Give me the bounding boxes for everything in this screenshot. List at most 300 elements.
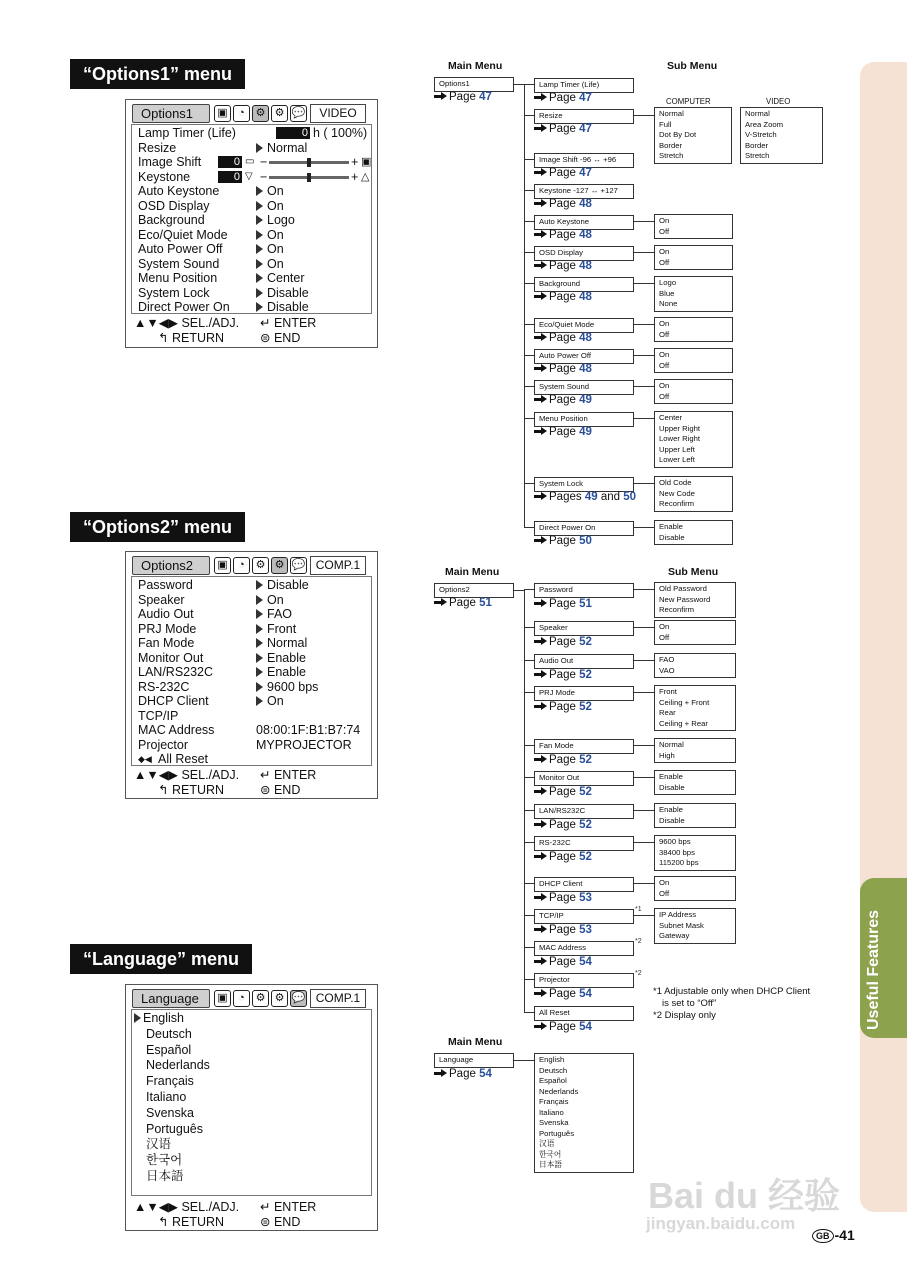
main-menu-box: Language	[434, 1053, 514, 1068]
value-text: 9600 bps	[267, 679, 319, 694]
language-title: “Language” menu	[70, 944, 252, 974]
options1-tab-icon: ⚙	[252, 105, 269, 122]
sub-menu-item: On	[659, 622, 670, 631]
page-num: 54	[579, 988, 592, 1000]
connector-line	[634, 589, 654, 590]
menu-tab-icons	[214, 105, 307, 122]
value-text: Front	[267, 621, 297, 636]
sub-menu-item: Upper Left	[659, 444, 695, 454]
source-box: VIDEO	[310, 104, 366, 123]
arrow-right-icon	[534, 670, 547, 679]
triangle-bullet-icon	[256, 288, 263, 298]
sub-item-page-ref	[534, 701, 592, 713]
sub-menu-item: Rear	[659, 708, 676, 717]
menu-row-value	[256, 622, 296, 637]
source-box: COMP.1	[310, 989, 366, 1008]
sub-item-page-ref	[534, 363, 592, 375]
menu-row-label: MAC Address	[138, 723, 215, 737]
sub-item-box	[534, 153, 634, 168]
page-num: 48	[579, 229, 592, 241]
sub-options-box	[654, 520, 733, 545]
sub-menu-item: Off	[659, 329, 670, 339]
pages-word: Pages	[549, 491, 582, 503]
value-text: Disable	[267, 300, 309, 314]
nav-hint	[134, 767, 239, 782]
sub-item-box: Monitor Out	[534, 771, 634, 786]
menu-row-label: Direct Power On	[138, 300, 230, 314]
adjust-slider	[269, 176, 349, 179]
page-number	[812, 1227, 855, 1243]
value-text: Disable	[267, 285, 309, 300]
sub-menu-item: On	[659, 319, 670, 328]
end-hint	[260, 1214, 300, 1229]
sub-item-box	[534, 246, 634, 261]
range-text: -96 ↔ +96	[580, 155, 617, 164]
sub-item-page-ref	[534, 1021, 592, 1033]
nav-arrows-icon: ▲▼◀▶	[134, 1200, 178, 1214]
page-num: 52	[579, 701, 592, 713]
arrow-right-icon	[534, 925, 547, 934]
page-word: Page	[549, 1021, 576, 1033]
arrow-right-icon	[534, 536, 547, 545]
arrow-right-icon	[534, 261, 547, 270]
menu-row	[138, 622, 367, 637]
watermark-logo: Bai du 经验	[648, 1175, 841, 1216]
language-item: Nederlands	[146, 1058, 210, 1073]
connector-line	[634, 915, 654, 916]
menu-row	[138, 199, 367, 214]
enter-hint	[260, 1199, 316, 1214]
picture-tab-icon: ▣	[214, 557, 231, 574]
sub-menu-item: Off	[659, 632, 670, 642]
sub-item-page-ref	[534, 394, 592, 406]
footnote-1-cont: is set to “Off”	[662, 998, 717, 1009]
triangle-bullet-icon	[256, 143, 263, 153]
menu-row-value	[256, 184, 284, 199]
menu-row-label: System Sound	[138, 256, 220, 271]
menu-row-value	[256, 578, 309, 593]
slider-knob	[307, 158, 311, 167]
language-item: 한국어	[146, 1153, 183, 1168]
sub-menu-item: On	[659, 247, 670, 256]
sub-menu-item: Normal	[659, 740, 684, 749]
sub-menu-item: Nederlands	[539, 1086, 579, 1096]
triangle-bullet-icon	[256, 580, 263, 590]
sub-item-page-ref	[534, 786, 592, 798]
page-word: Page	[449, 597, 476, 609]
options2-panel-header	[132, 556, 372, 575]
page-num: 47	[579, 167, 592, 179]
page-word: Page	[549, 892, 576, 904]
enter-label: ENTER	[273, 316, 317, 330]
value-text: On	[267, 256, 284, 271]
menu-row	[138, 752, 367, 767]
sub-menu-item: 115200 bps	[659, 858, 699, 867]
menu-row	[138, 694, 367, 709]
sub-menu-item: 한국어	[539, 1149, 562, 1159]
page-word: Page	[549, 636, 576, 648]
arrow-right-icon	[534, 292, 547, 301]
connector-line	[634, 883, 654, 884]
resize-computer-heading: COMPUTER	[666, 97, 711, 106]
page-word: Page	[549, 754, 576, 766]
menu-row-label: Projector	[138, 737, 189, 752]
sel-adj-label: SEL./ADJ.	[181, 316, 240, 330]
sub-menu-item: Disable	[659, 815, 685, 825]
options2-rows	[131, 576, 372, 766]
sub-item-box: PRJ Mode	[534, 686, 634, 701]
sub-menu-item: Normal	[659, 109, 684, 118]
menu-row-value: MYPROJECTOR	[256, 737, 352, 752]
sub-options-box	[654, 835, 736, 871]
page-word: Page	[549, 851, 576, 863]
menu-row	[138, 242, 367, 257]
connector-line	[634, 386, 654, 387]
connector-line	[524, 692, 534, 693]
main-menu-heading: Main Menu	[448, 60, 503, 72]
language-menu-panel	[125, 984, 378, 1231]
sub-menu-item: On	[659, 878, 670, 887]
return-icon: ↰	[158, 783, 169, 797]
page-num: 54	[579, 1021, 592, 1033]
end-icon: ⊜	[260, 331, 271, 345]
enter-label: ENTER	[273, 768, 317, 782]
range-text: -127 ↔ +127	[573, 186, 618, 195]
sub-item-box	[534, 412, 634, 427]
sub-options-box	[654, 738, 736, 763]
menu-row-label: Resize	[138, 140, 177, 155]
options2-page-ref	[434, 597, 492, 609]
options1-title: “Options1” menu	[70, 59, 245, 89]
page-word: Page	[549, 669, 576, 681]
sub-menu-item: Disable	[659, 782, 685, 792]
value-text: On	[267, 694, 284, 708]
sub-item-page-ref	[534, 229, 592, 241]
arrow-right-icon	[534, 124, 547, 133]
connector-line	[634, 692, 654, 693]
return-label: RETURN	[171, 331, 225, 345]
end-hint	[260, 782, 300, 797]
sub-menu-item: Logo	[659, 278, 677, 287]
language-item: Français	[146, 1074, 194, 1089]
sub-item-label: Resize	[539, 111, 563, 120]
sub-item-box	[534, 349, 634, 364]
sub-menu-item: Reconfirm	[659, 499, 695, 508]
options2-tab-icon: ⚙	[271, 557, 288, 574]
page-num: 49	[584, 491, 598, 503]
page-word: Page	[549, 123, 576, 135]
footnote-mark: *2	[635, 970, 642, 977]
sub-menu-item: 日本語	[539, 1160, 563, 1169]
connector-line	[634, 745, 654, 746]
menu-row	[138, 300, 367, 315]
connector-line	[524, 589, 534, 590]
menu-row-label: Lamp Timer (Life)	[138, 126, 236, 140]
menu-row	[138, 593, 367, 608]
page-word: Page	[449, 1068, 476, 1080]
sub-menu-item: Ceiling + Rear	[659, 718, 708, 728]
triangle-bullet-icon	[256, 215, 263, 225]
connector-line	[634, 221, 654, 222]
language-tab-icon: 💬	[290, 557, 307, 574]
menu-row-value	[256, 271, 305, 286]
language-item: Svenska	[146, 1105, 194, 1120]
page-num: 51	[479, 597, 492, 609]
sub-item-page-ref	[534, 956, 592, 968]
connector-line	[524, 190, 534, 191]
side-tab	[860, 878, 907, 1038]
menu-row-value	[256, 257, 284, 272]
sub-menu-item: Enable	[659, 522, 683, 531]
sub-menu-item: Off	[659, 391, 670, 401]
arrow-right-icon	[534, 93, 547, 102]
arrow-right-icon	[534, 637, 547, 646]
page-word: Page	[549, 167, 576, 179]
sub-options-box	[654, 476, 733, 512]
end-label: END	[273, 783, 301, 797]
nav-arrows-icon: ▲▼◀▶	[134, 316, 178, 330]
menu-row	[138, 141, 367, 156]
value-text: On	[267, 227, 284, 242]
sub-options-box	[654, 876, 736, 901]
connector-line	[524, 842, 534, 843]
sub-item-box	[534, 78, 634, 93]
options2-tab-label: Options2	[132, 556, 210, 575]
menu-row-label: RS-232C	[138, 679, 190, 694]
menu-row	[138, 228, 367, 243]
connector-line	[524, 627, 534, 628]
return-label: RETURN	[171, 783, 225, 797]
menu-row-value	[256, 680, 318, 695]
menu-row-value	[256, 286, 309, 301]
value-text: Center	[267, 271, 305, 285]
connector-line	[524, 810, 534, 811]
sub-item-label: Auto Keystone	[539, 217, 590, 226]
menu-row-label: Background	[138, 213, 205, 227]
language-panel-header	[132, 989, 372, 1008]
sub-menu-item: IP Address	[659, 910, 697, 919]
page-num: 54	[479, 1068, 492, 1080]
sub-menu-item: Dot By Dot	[659, 130, 697, 139]
connector-line	[524, 947, 534, 948]
menu-tab-icons	[214, 990, 307, 1007]
page-word: Page	[549, 819, 576, 831]
connector-line	[524, 386, 534, 387]
end-icon: ⊜	[260, 1215, 271, 1229]
arrow-right-icon	[434, 1069, 447, 1078]
slider-knob	[307, 173, 311, 182]
sub-menu-item: VAO	[659, 665, 675, 675]
menu-row-label: Monitor Out	[138, 650, 204, 665]
sub-item-box: Audio Out	[534, 654, 634, 669]
page-word: Page	[449, 91, 476, 103]
enter-hint	[260, 315, 316, 330]
sub-menu-item: High	[659, 750, 675, 760]
sel-adj-label: SEL./ADJ.	[181, 768, 240, 782]
adjust-value-box: 0	[218, 171, 242, 183]
sub-menu-item: Blue	[659, 288, 675, 298]
connector-line	[524, 159, 534, 160]
connector-line	[634, 115, 654, 116]
connector-line	[524, 915, 534, 916]
menu-row	[138, 184, 367, 199]
menu-row-label: DHCP Client	[138, 694, 209, 708]
page-word: Page	[549, 332, 576, 344]
connector-line	[634, 810, 654, 811]
sub-item-label: Direct Power On	[539, 523, 596, 532]
menu-row-value	[256, 665, 306, 680]
adjust-slider	[269, 161, 349, 164]
arrow-right-icon	[434, 598, 447, 607]
sub-item-box	[534, 277, 634, 292]
nav-arrows-icon: ▲▼◀▶	[134, 768, 178, 782]
page-word: Page	[549, 598, 576, 610]
page-num: 52	[579, 669, 592, 681]
triangle-bullet-icon	[256, 595, 263, 605]
menu-row-label: Image Shift	[138, 155, 202, 169]
sub-menu-item: Border	[659, 140, 683, 150]
sub-item-label: Image Shift	[539, 155, 578, 164]
sub-options-box	[654, 379, 733, 404]
options1-menu-panel	[125, 99, 378, 348]
side-tab-label: Useful Features	[865, 909, 882, 1030]
sub-item-page-ref	[534, 924, 592, 936]
resize-computer-box	[654, 107, 732, 164]
value-text: On	[267, 198, 284, 213]
page-word: Page	[549, 786, 576, 798]
menu-row-label: System Lock	[138, 285, 210, 300]
region-badge: GB	[812, 1229, 834, 1243]
sub-item-box: LAN/RS232C	[534, 804, 634, 819]
options2-tab-icon: ⚙	[271, 105, 288, 122]
sub-menu-item: Enable	[659, 805, 683, 814]
menu-row-value	[256, 636, 307, 651]
watermark-url: jingyan.baidu.com	[646, 1214, 796, 1233]
enter-hint	[260, 767, 316, 782]
triangle-bullet-icon	[256, 682, 263, 692]
page-num: 47	[579, 92, 592, 104]
menu-row	[138, 213, 367, 228]
page-word: Page	[549, 426, 576, 438]
sub-item-page-ref	[534, 123, 592, 135]
resize-video-heading: VIDEO	[766, 97, 791, 106]
sub-options-box	[654, 908, 736, 944]
triangle-bullet-icon	[256, 609, 263, 619]
menu-row	[138, 607, 367, 622]
page-word: Page	[549, 92, 576, 104]
sub-item-label: Lamp Timer (Life)	[539, 80, 600, 89]
sub-options-box	[654, 317, 733, 342]
nav-hint	[134, 315, 239, 330]
sub-item-box: Speaker	[534, 621, 634, 636]
and-word: and	[600, 491, 620, 503]
nav-hint	[134, 1199, 239, 1214]
sub-menu-item: Area Zoom	[745, 119, 784, 129]
arrow-right-icon	[534, 364, 547, 373]
sub-item-label: Auto Power Off	[539, 351, 591, 360]
triangle-bullet-icon	[256, 244, 263, 254]
sub-item-page-ref	[534, 332, 592, 344]
sub-options-box	[654, 582, 736, 618]
arrow-right-icon	[534, 1022, 547, 1031]
sub-menu-item: Off	[659, 360, 670, 370]
sub-item-page-ref	[534, 426, 592, 438]
sub-options-box	[654, 653, 736, 678]
menu-row-label: Auto Keystone	[138, 184, 220, 198]
arrow-right-icon	[434, 92, 447, 101]
triangle-bullet-icon	[256, 201, 263, 211]
sub-menu-item: Front	[659, 687, 677, 696]
sub-item-page-ref	[534, 636, 592, 648]
triangle-bullet-icon	[256, 186, 263, 196]
sub-menu-item: 9600 bps	[659, 837, 691, 846]
sub-menu-item: English	[539, 1055, 565, 1064]
sub-item-page-ref	[534, 754, 592, 766]
sub-menu-item: On	[659, 350, 670, 359]
menu-row-label: All Reset	[158, 752, 209, 766]
return-hint	[158, 1214, 224, 1229]
sub-item-page-ref	[534, 988, 592, 1000]
page-word: Page	[549, 956, 576, 968]
sub-item-label: System Lock	[539, 479, 584, 488]
enter-icon: ↵	[260, 316, 271, 330]
sub-item-page-ref	[534, 892, 592, 904]
sub-menu-item: None	[659, 299, 678, 308]
footnote-1: *1 Adjustable only when DHCP Client	[653, 986, 811, 997]
page-num: 48	[579, 291, 592, 303]
connector-line	[524, 324, 534, 325]
page-word: Page	[549, 198, 576, 210]
menu-row-value	[256, 213, 295, 228]
connector-line	[524, 252, 534, 253]
menu-tab-icons	[214, 557, 307, 574]
sub-item-box	[534, 184, 634, 199]
adjust-icon: ▽	[245, 170, 253, 182]
sub-item-box	[534, 521, 634, 536]
menu-row	[138, 578, 367, 593]
lamp-percent: h ( 100%)	[313, 126, 368, 140]
reset-icon: ◆◀	[138, 754, 152, 764]
sub-menu-item: Stretch	[745, 151, 770, 160]
triangle-bullet-icon	[256, 638, 263, 648]
menu-row	[138, 636, 367, 651]
sub-item-label: Background	[539, 279, 581, 288]
sub-item-box	[534, 109, 634, 124]
enter-label: ENTER	[273, 1200, 317, 1214]
menu-row	[138, 286, 367, 301]
page-word: Page	[549, 988, 576, 1000]
enter-icon: ↵	[260, 768, 271, 782]
sub-menu-item: Old Code	[659, 478, 692, 487]
menu-row-label: Audio Out	[138, 607, 194, 621]
sub-item-box: Fan Mode	[534, 739, 634, 754]
connector-line	[634, 324, 654, 325]
menu-row	[138, 709, 367, 724]
page-word: Page	[549, 394, 576, 406]
connector-line	[634, 418, 654, 419]
arrow-right-icon	[534, 702, 547, 711]
arrow-right-icon	[534, 199, 547, 208]
sub-item-page-ref	[534, 167, 592, 179]
picture-tab-icon: ▣	[214, 105, 231, 122]
sub-menu-item: V-Stretch	[745, 130, 777, 139]
menu-row-label: LAN/RS232C	[138, 665, 214, 679]
adjust-end-icon: ▣	[361, 156, 372, 168]
connector-line	[634, 660, 654, 661]
sub-item-page-ref	[534, 819, 592, 831]
menu-row-label: TCP/IP	[138, 708, 179, 723]
page-word: Page	[549, 229, 576, 241]
